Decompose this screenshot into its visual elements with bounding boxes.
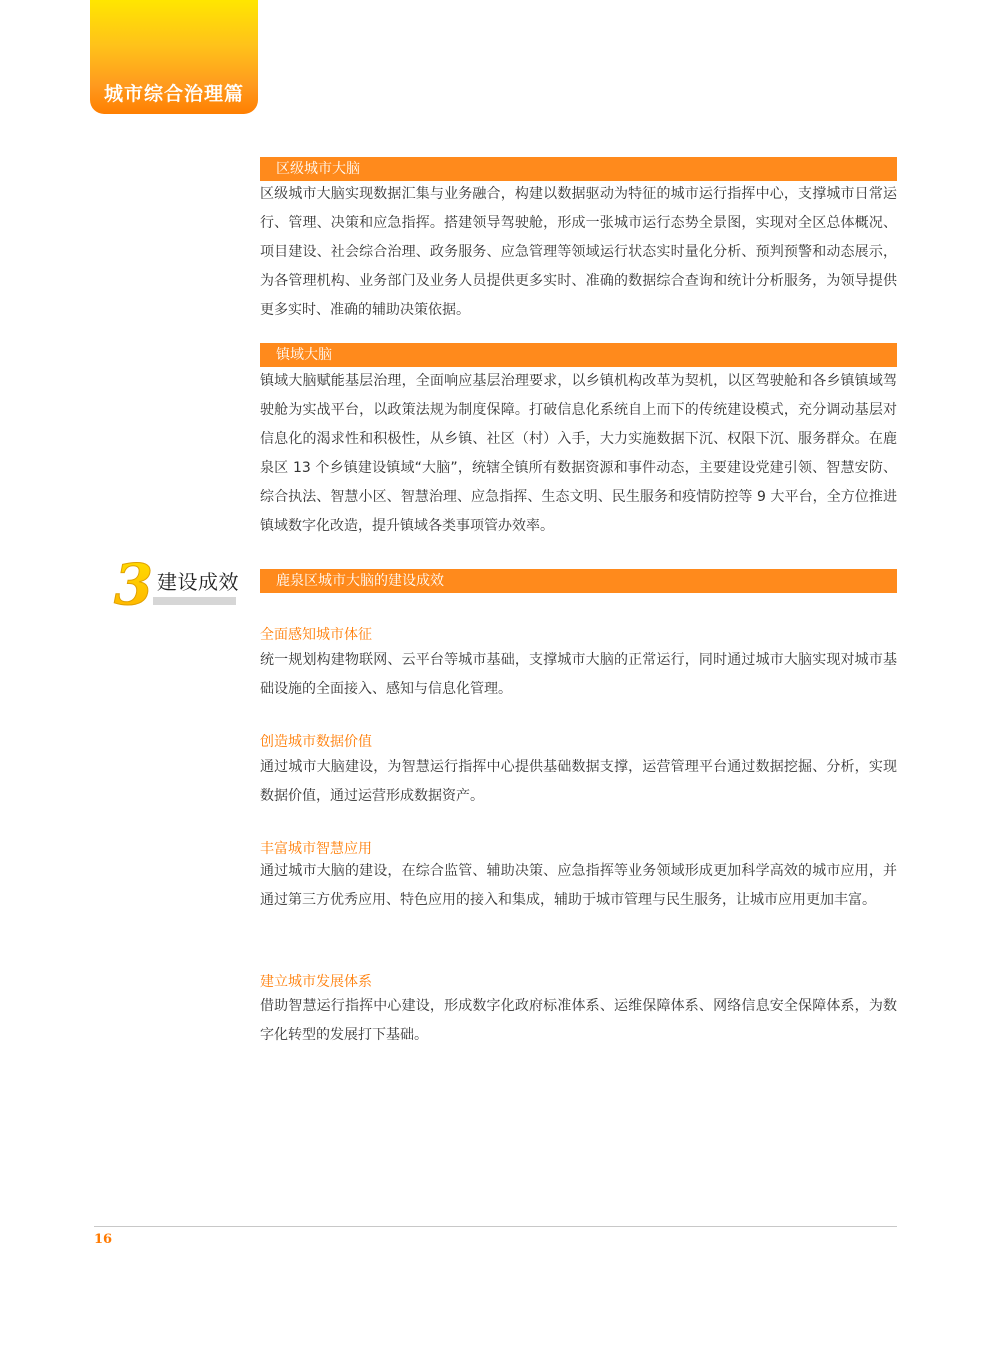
result-title-development-system: 建立城市发展体系 [260, 974, 372, 990]
result-title-perception: 全面感知城市体征 [260, 627, 372, 643]
section-bar-results: 鹿泉区城市大脑的建设成效 [260, 569, 897, 593]
section-bar-district-brain: 区级城市大脑 [260, 157, 897, 181]
chapter-tab [90, 0, 258, 114]
result-title-data-value: 创造城市数据价值 [260, 734, 372, 750]
section-bar-town-brain: 镇域大脑 [260, 343, 897, 367]
result-body-data-value: 通过城市大脑建设，为智慧运行指挥中心提供基础数据支撑，运营管理平台通过数据挖掘、分析，实现数据价值，通过运营形成数据资产。 [260, 759, 897, 804]
results-heading: 建设成效 [157, 570, 239, 594]
section-body-town-brain: 镇域大脑赋能基层治理，全面响应基层治理要求，以乡镇机构改革为契机，以区驾驶舱和各乡镇镇域驾驶舱为实战平台，以政策法规为制度保障。打破信息化系统自上而下的传统建设模式，充分调动基层对信息化的渴求性和积极性，从乡镇、社区（村）入手，大力实施数据下沉、权限下沉、服务群众。在鹿泉区 13 个乡镇建设镇域“大脑”，统辖全镇所有数据资源和事件动态，主要建设党建引领、智慧安防、综合执法、智慧小区、智慧治理、应急指挥、生态文明、民生服务和疫情防控等 9 大平台，全方位推进镇域数字化改造，提升镇域各类事项管办效率。 [260, 373, 897, 534]
section-number-3-graphic [112, 554, 158, 610]
result-body-development-system: 借助智慧运行指挥中心建设，形成数字化政府标准体系、运维保障体系、网络信息安全保障体系，为数字化转型的发展打下基础。 [260, 998, 897, 1043]
section-body-district-brain: 区级城市大脑实现数据汇集与业务融合，构建以数据驱动为特征的城市运行指挥中心，支撑城市日常运行、管理、决策和应急指挥。搭建领导驾驶舱，形成一张城市运行态势全景图，实现对全区总体概况、项目建设、社会综合治理、政务服务、应急管理等领域运行状态实时量化分析、预判预警和动态展示，为各管理机构、业务部门及业务人员提供更多实时、准确的数据综合查询和统计分析服务，为领导提供更多实时、准确的辅助决策依据。 [260, 186, 897, 318]
result-title-smart-apps: 丰富城市智慧应用 [260, 841, 372, 857]
result-body-perception: 统一规划构建物联网、云平台等城市基础，支撑城市大脑的正常运行，同时通过城市大脑实现对城市基础设施的全面接入、感知与信息化管理。 [260, 652, 897, 697]
page-number: 16 [94, 1232, 113, 1247]
result-body-smart-apps: 通过城市大脑的建设，在综合监管、辅助决策、应急指挥等业务领域形成更加科学高效的城市应用，并通过第三方优秀应用、特色应用的接入和集成，辅助于城市管理与民生服务，让城市应用更加丰富。 [260, 863, 897, 908]
heading-underline [153, 597, 236, 605]
chapter-title: 城市综合治理篇 [103, 83, 244, 105]
section-number: 3 [114, 554, 153, 610]
footer-rule [94, 1226, 897, 1227]
